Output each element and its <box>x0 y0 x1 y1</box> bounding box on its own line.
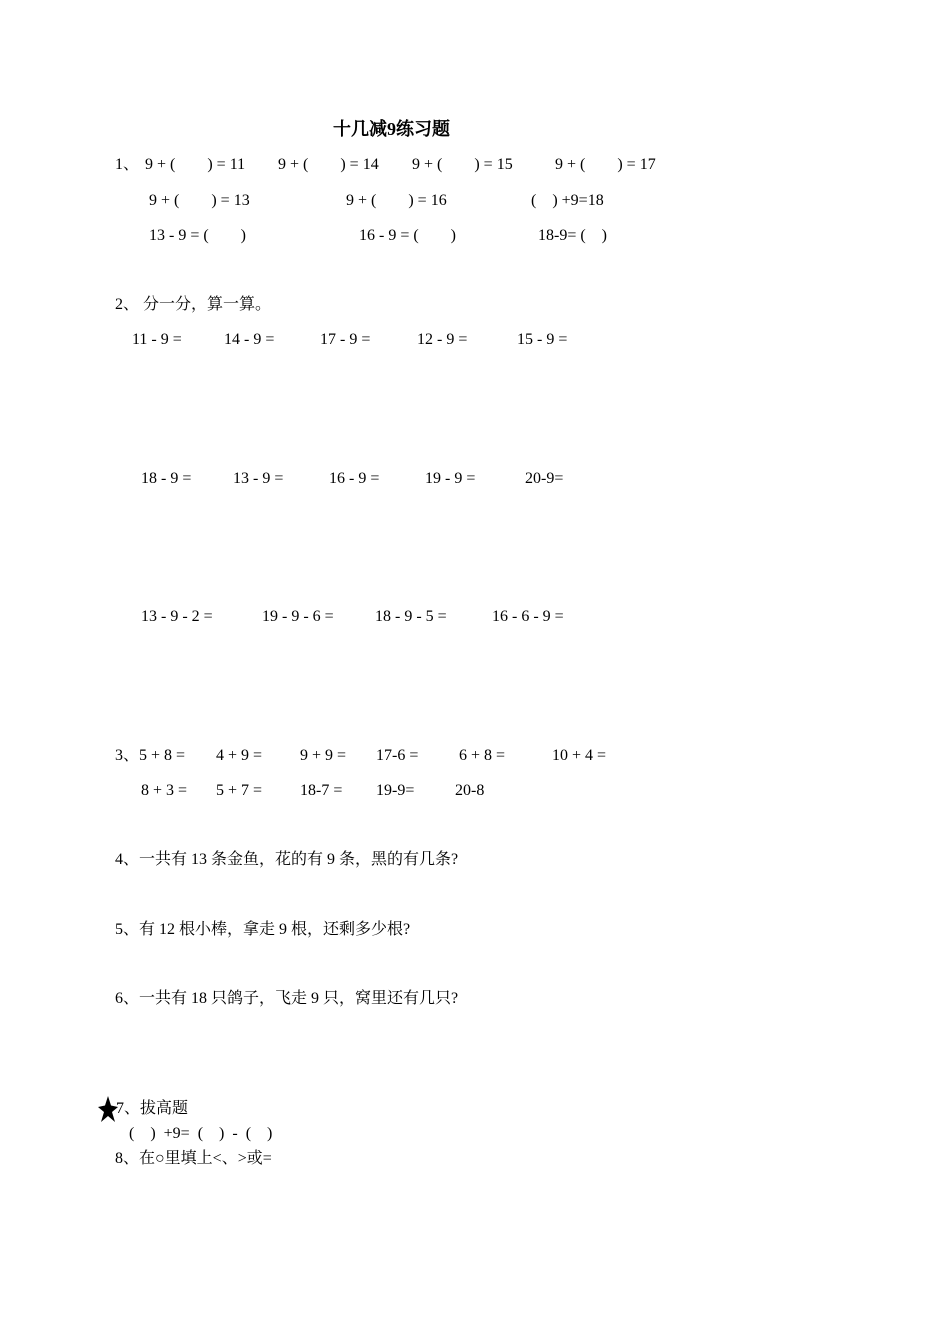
q2-r1-item: 11 - 9 = <box>132 331 182 348</box>
q5-text: 5、有 12 根小棒，拿走 9 根，还剩多少根? <box>115 921 411 938</box>
q2-heading: 2、 分一分，算一算。 <box>115 296 272 313</box>
q3-r1-item: 17-6 = <box>376 747 419 764</box>
q3-r2-item: 20-8 <box>455 782 485 799</box>
q2-r3-item: 18 - 9 - 5 = <box>375 608 447 625</box>
q3-r1-item: 4 + 9 = <box>216 747 263 764</box>
q2-r2-item: 18 - 9 = <box>141 470 192 487</box>
q1-r1-item: 9 + ( ) = 15 <box>412 156 513 173</box>
q2-r3-item: 19 - 9 - 6 = <box>262 608 334 625</box>
q1-r2-item: 9 + ( ) = 13 <box>149 192 250 209</box>
q3-r1-item: 6 + 8 = <box>459 747 506 764</box>
q6-text: 6、一共有 18 只鸽子，飞走 9 只，窝里还有几只? <box>115 990 459 1007</box>
q3-r1-item: 3、5 + 8 = <box>115 747 186 764</box>
q2-r1-item: 12 - 9 = <box>417 331 468 348</box>
q1-number: 1、 <box>115 156 140 173</box>
q2-r2-item: 20-9= <box>525 470 564 487</box>
q1-r1-item: 9 + ( ) = 17 <box>555 156 656 173</box>
q2-r2-item: 16 - 9 = <box>329 470 380 487</box>
q1-r2-item: ( ) +9=18 <box>531 192 604 209</box>
q1-r2-item: 9 + ( ) = 16 <box>346 192 447 209</box>
page-title: 十几减9练习题 <box>333 119 450 139</box>
q3-r2-item: 18-7 = <box>300 782 343 799</box>
q1-r1-item: 9 + ( ) = 14 <box>278 156 379 173</box>
q2-r1-item: 15 - 9 = <box>517 331 568 348</box>
q1-r1-item: 9 + ( ) = 11 <box>145 156 246 173</box>
q7-heading: 7、拔高题 <box>116 1100 189 1117</box>
q3-r2-item: 5 + 7 = <box>216 782 263 799</box>
q2-r3-item: 13 - 9 - 2 = <box>141 608 213 625</box>
q7-expression: ( ) +9= ( ) - ( ) <box>129 1125 273 1142</box>
q2-r1-item: 17 - 9 = <box>320 331 371 348</box>
q4-text: 4、一共有 13 条金鱼，花的有 9 条，黑的有几条? <box>115 851 459 868</box>
q3-r2-item: 8 + 3 = <box>141 782 188 799</box>
q1-r3-item: 13 - 9 = ( ) <box>149 227 247 244</box>
q3-r1-item: 9 + 9 = <box>300 747 347 764</box>
q8-text: 8、在○里填上<、>或= <box>115 1150 272 1167</box>
q2-r3-item: 16 - 6 - 9 = <box>492 608 564 625</box>
q1-r3-item: 18-9= ( ) <box>538 227 608 244</box>
q2-r1-item: 14 - 9 = <box>224 331 275 348</box>
q1-r3-item: 16 - 9 = ( ) <box>359 227 457 244</box>
q2-r2-item: 13 - 9 = <box>233 470 284 487</box>
q2-r2-item: 19 - 9 = <box>425 470 476 487</box>
q3-r1-item: 10 + 4 = <box>552 747 607 764</box>
star-icon <box>98 1096 118 1122</box>
q3-r2-item: 19-9= <box>376 782 415 799</box>
